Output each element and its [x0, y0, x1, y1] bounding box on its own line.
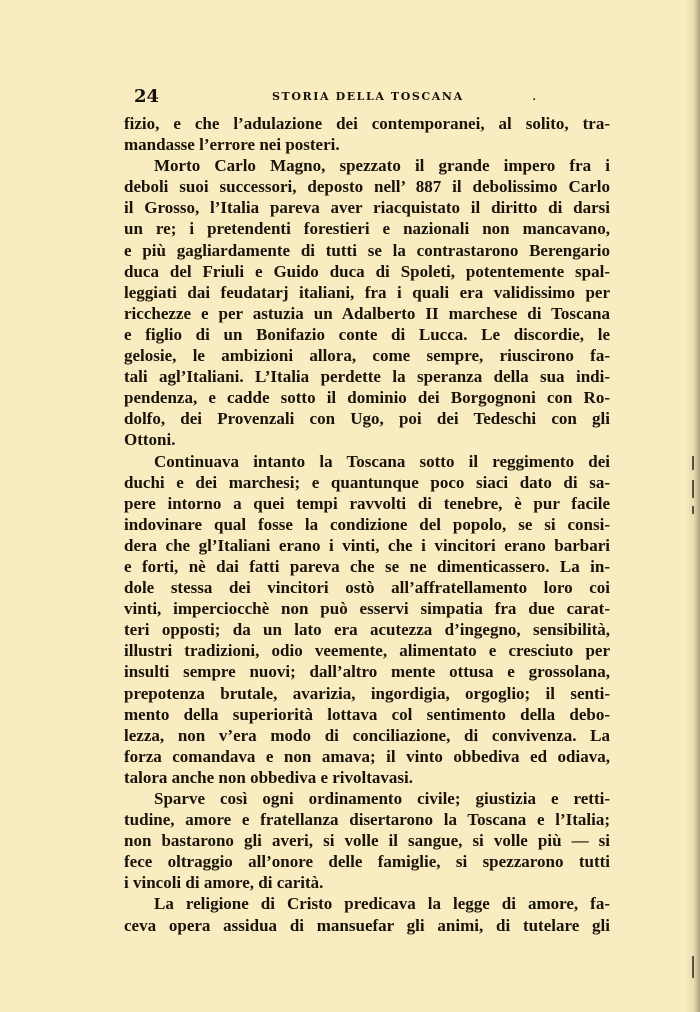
text-line: vinti, imperciocchè non può esservi simpatia fra due carat-	[124, 599, 610, 619]
text-line: pere intorno a quei tempi ravvolti di tenebre, è pur facile	[124, 493, 610, 513]
text-line: tali agl’Italiani. L’Italia perdette la speranza della sua indi-	[124, 367, 610, 387]
text-line: talora anche non obbediva e rivoltavasi.	[124, 767, 414, 787]
text-line: non bastarono gli averi, si volle il sangue, si volle più — si	[124, 831, 610, 851]
text-line: i vincoli di amore, di carità.	[124, 873, 324, 893]
text-line: leggiati dai feudatarj italiani, fra i quali era validissimo per	[124, 282, 610, 302]
text-line: deboli suoi successori, deposto nell’ 887 il debolissimo Carlo	[124, 177, 610, 197]
text-line: Sparve così ogni ordinamento civile; giustizia e retti-	[154, 789, 610, 808]
text-line: insulti sempre nuovi; dall’altro mente ottusa e grossolana,	[124, 662, 610, 682]
text-line: mandasse l’errore nei posteri.	[124, 135, 340, 155]
text-line: il Grosso, l’Italia pareva aver riacquistato il diritto di darsi	[124, 198, 610, 218]
text-line: pendenza, e cadde sotto il dominio dei Borgognoni con Ro-	[124, 388, 610, 408]
page-number: 24	[134, 86, 160, 107]
margin-mark	[692, 506, 694, 514]
page-header	[124, 84, 537, 110]
text-line: duca del Friuli e Guido duca di Spoleti, potentemente spal-	[124, 261, 610, 281]
body-text	[124, 113, 610, 936]
margin-mark	[692, 456, 694, 470]
header-dot: .	[532, 88, 537, 104]
margin-mark	[692, 956, 694, 978]
text-line: illustri tradizioni, odio veemente, alimentato e cresciuto per	[124, 641, 610, 661]
text-line: La religione di Cristo predicava la legge di amore, fa-	[154, 894, 610, 914]
margin-marks	[690, 456, 696, 996]
text-line: lezza, non v’era modo di conciliazione, di convivenza. La	[124, 725, 610, 745]
text-line: e figlio di un Bonifazio conte di Lucca. Le discordie, le	[124, 324, 610, 344]
text-line: Continuava intanto la Toscana sotto il reggimento dei	[154, 451, 610, 471]
text-line: e forti, nè dai fatti pareva che se ne dimenticassero. La in-	[124, 556, 610, 576]
text-line: ricchezze e per astuzia un Adalberto II marchese di Toscana	[124, 303, 610, 323]
text-line: e più gagliardamente di tutti se la contrastarono Berengario	[124, 240, 610, 260]
text-line: fizio, e che l’adulazione dei contemporanei, al solito, tra-	[124, 114, 610, 133]
text-line: Ottoni.	[124, 430, 176, 450]
text-line: dera che gl’Italiani erano i vinti, che i vincitori erano barbari	[124, 535, 610, 555]
text-line: tudine, amore e fratellanza disertarono la Toscana e l’Italia;	[124, 810, 610, 830]
text-line: ceva opera assidua di mansuefar gli animi, di tutelare gli	[124, 915, 610, 935]
text-line: teri opposti; da un lato era acutezza d’ingegno, sensibilità,	[124, 620, 610, 640]
text-line: duchi e dei marchesi; e quantunque poco siaci dato di sa-	[124, 472, 610, 492]
text-line: forza comandava e non amava; il vinto obbediva ed odiava,	[124, 746, 610, 766]
running-title: STORIA DELLA TOSCANA	[272, 90, 464, 103]
text-line: mento della superiorità lottava col sentimento della debo-	[124, 704, 610, 724]
text-line: dolfo, dei Provenzali con Ugo, poi dei Tedeschi con gli	[124, 409, 610, 429]
text-line: un re; i pretendenti forestieri e nazionali non mancavano,	[124, 219, 610, 239]
text-line: prepotenza brutale, avarizia, ingordigia, orgoglio; il senti-	[124, 683, 610, 703]
text-line: fece oltraggio all’onore delle famiglie, si spezzarono tutti	[124, 852, 610, 872]
text-line: dole stessa dei vincitori ostò all’affratellamento loro coi	[124, 578, 610, 598]
margin-mark	[692, 480, 694, 498]
text-line: Morto Carlo Magno, spezzato il grande impero fra i	[154, 156, 610, 176]
text-line: gelosie, le ambizioni allora, come sempre, riuscirono fa-	[124, 346, 610, 366]
text-line: indovinare qual fosse la condizione del popolo, se si consi-	[124, 514, 610, 534]
